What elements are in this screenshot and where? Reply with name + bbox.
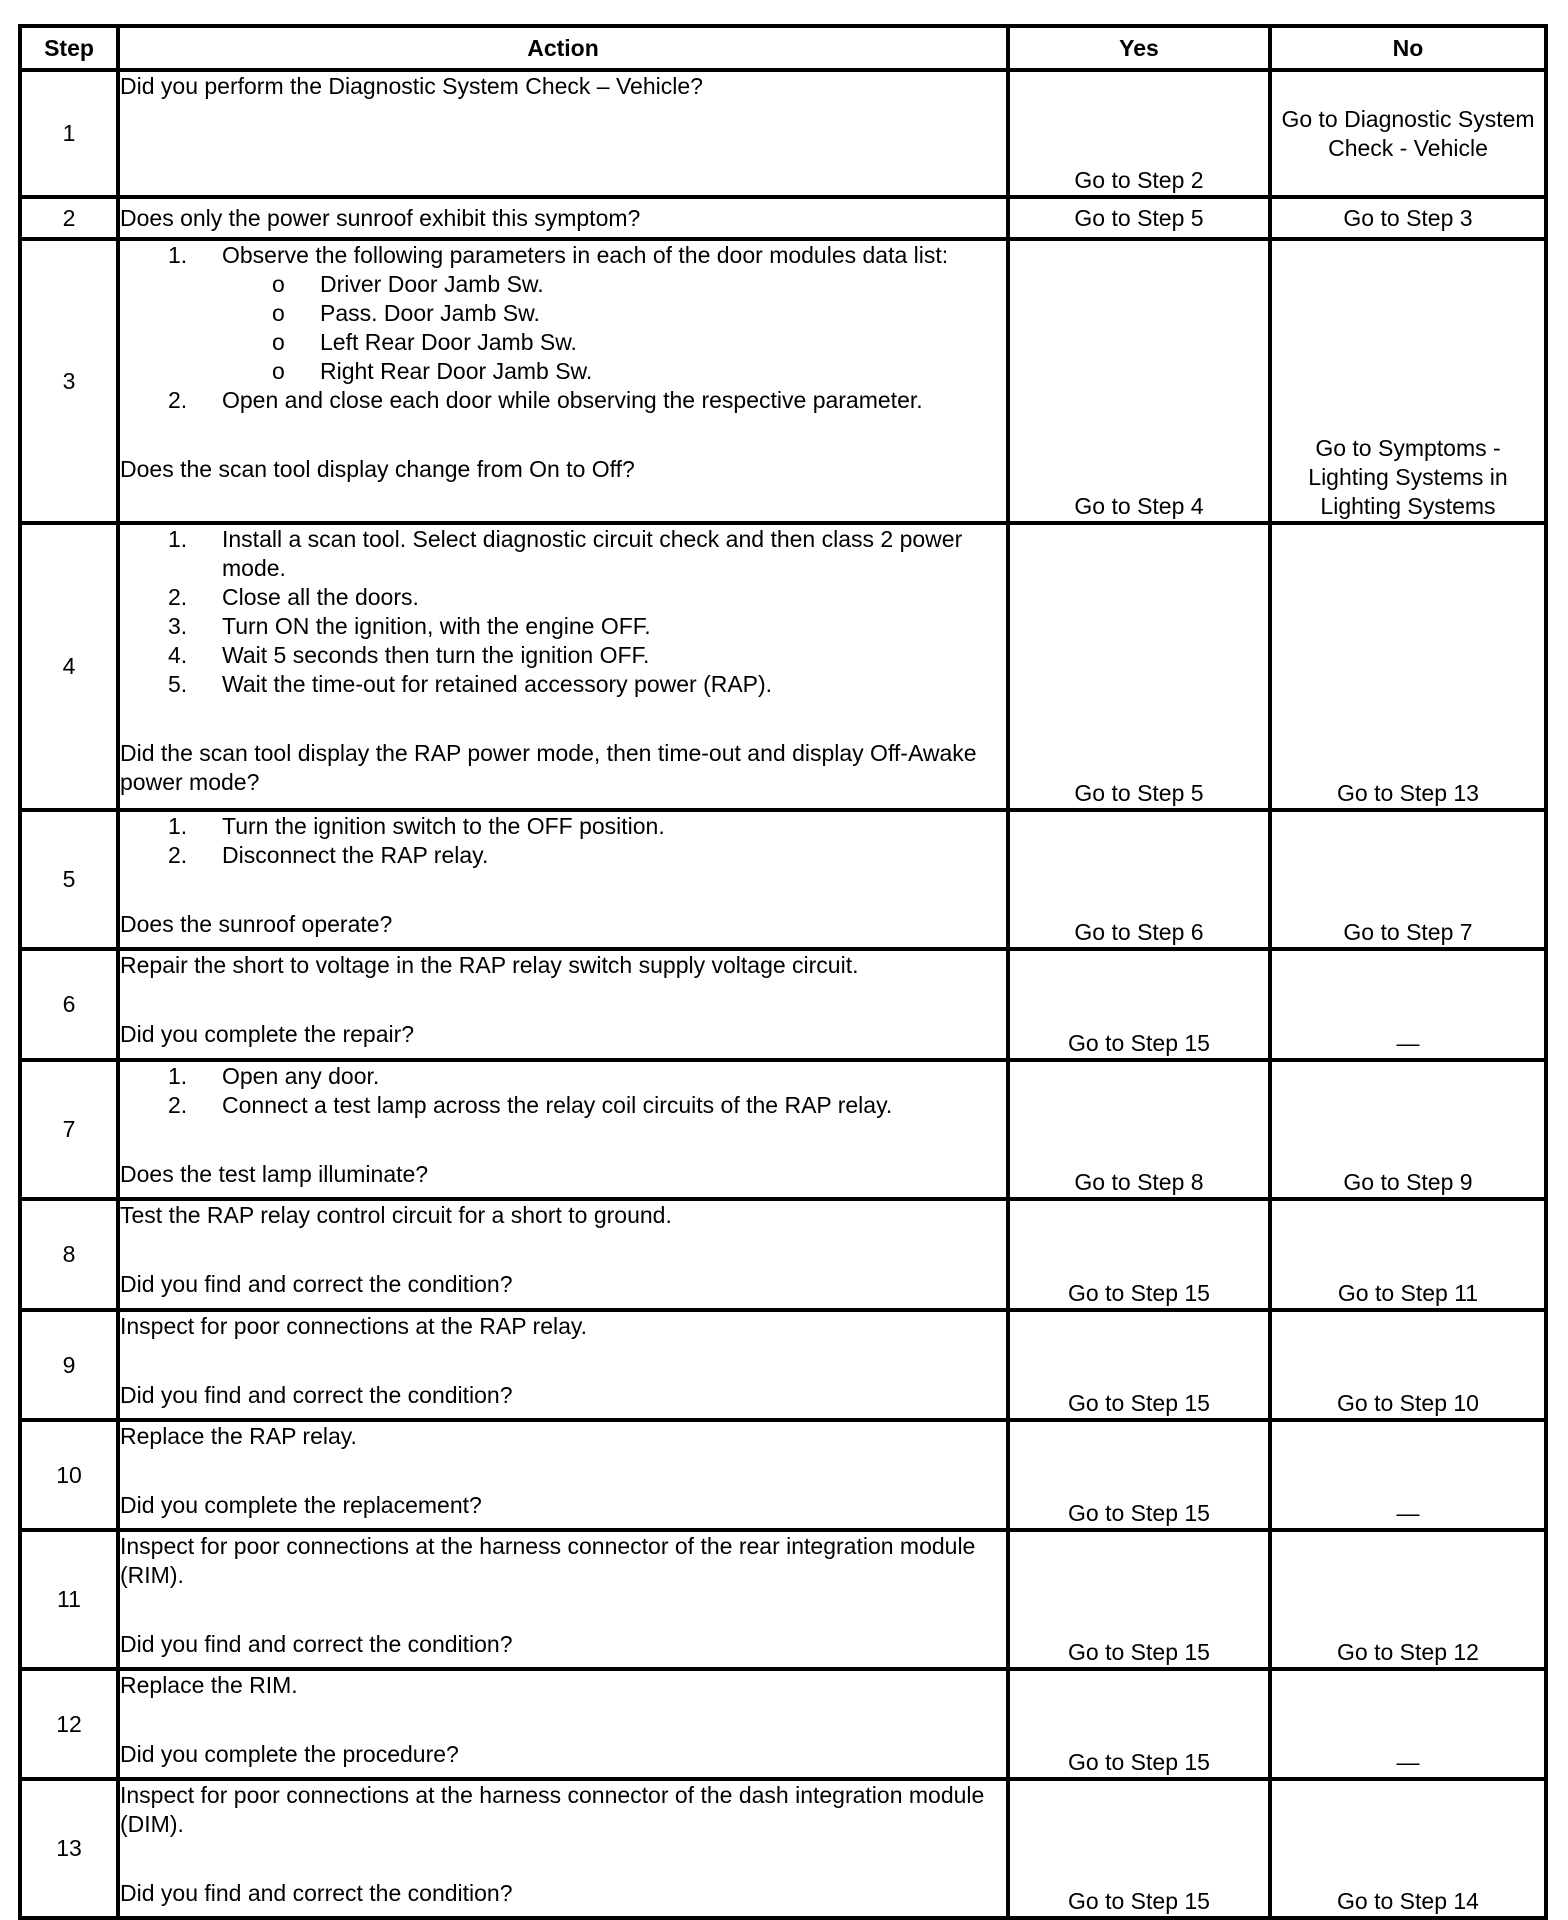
no-cell: — [1270,1669,1546,1779]
step-number: 2 [20,197,118,239]
step-number: 10 [20,1420,118,1530]
table-row [20,70,1546,197]
yes-cell: Go to Step 5 [1008,523,1270,810]
step-number: 5 [20,810,118,949]
header-step: Step [20,26,118,70]
step-number: 13 [20,1779,118,1918]
no-cell: Go to Step 9 [1270,1060,1546,1199]
bullet-icon: o [272,329,285,355]
item-number: 2. [168,387,188,413]
yes-cell: Go to Step 15 [1008,1420,1270,1530]
list-item [120,241,1006,270]
instruction-list [120,1062,1006,1120]
action-cell [118,810,1008,949]
item-text: Disconnect the RAP relay. [222,842,489,868]
action-instruction: Repair the short to voltage in the RAP relay switch supply voltage circuit. [120,952,859,978]
table-row [20,1530,1546,1669]
list-item [120,1091,1006,1120]
table-row [20,810,1546,949]
no-cell: Go to Symptoms - Lighting Systems in Lighting Systems [1270,239,1546,523]
action-question: Did you complete the procedure? [120,1741,459,1767]
action-instruction: Inspect for poor connections at the harness connector of the dash integration module (DIM). [120,1782,985,1837]
bullet-icon: o [272,358,285,384]
item-number: 2. [168,1092,188,1118]
list-item [120,299,1006,328]
item-number: 1. [168,1063,188,1089]
action-question: Did you find and correct the condition? [120,1880,513,1906]
bullet-icon: o [272,271,285,297]
action-cell [118,1420,1008,1530]
action-question: Does the test lamp illuminate? [120,1161,429,1187]
list-item [120,670,1006,699]
table-row [20,523,1546,810]
no-cell: Go to Step 14 [1270,1779,1546,1918]
yes-cell: Go to Step 2 [1008,70,1270,197]
table-row [20,239,1546,523]
no-cell: Go to Step 10 [1270,1310,1546,1420]
action-question: Did you find and correct the condition? [120,1271,513,1297]
item-text: Install a scan tool. Select diagnostic circuit check and then class 2 power mode. [222,526,963,581]
yes-cell: Go to Step 15 [1008,1310,1270,1420]
instruction-list [120,525,1006,699]
table-row [20,1060,1546,1199]
action-cell [118,949,1008,1060]
action-cell [118,1530,1008,1669]
action-instruction: Inspect for poor connections at the harness connector of the rear integration module (RIM). [120,1533,976,1588]
step-number: 1 [20,70,118,197]
no-cell: Go to Step 13 [1270,523,1546,810]
no-cell: Go to Step 3 [1270,197,1546,239]
action-cell [118,197,1008,239]
action-cell [118,1779,1008,1918]
table-row [20,1310,1546,1420]
action-cell [118,70,1008,197]
header-yes: Yes [1008,26,1270,70]
action-instruction: Replace the RAP relay. [120,1423,357,1449]
parameter-list [120,270,1006,386]
list-item [120,1062,1006,1091]
action-question: Did the scan tool display the RAP power mode, then time-out and display Off-Awake power mode? [120,740,977,795]
yes-cell: Go to Step 15 [1008,1669,1270,1779]
list-item [120,841,1006,870]
parameter-name: Right Rear Door Jamb Sw. [320,358,593,384]
list-item [120,525,1006,583]
yes-cell: Go to Step 5 [1008,197,1270,239]
yes-cell: Go to Step 15 [1008,949,1270,1060]
no-cell: — [1270,1420,1546,1530]
action-question: Does the sunroof operate? [120,911,393,937]
list-item [120,612,1006,641]
table-row [20,197,1546,239]
action-cell [118,239,1008,523]
action-instruction: Test the RAP relay control circuit for a short to ground. [120,1202,672,1228]
no-cell: — [1270,949,1546,1060]
step-number: 8 [20,1199,118,1310]
table-row [20,1420,1546,1530]
action-question: Did you perform the Diagnostic System Check – Vehicle? [120,73,703,99]
yes-cell: Go to Step 6 [1008,810,1270,949]
item-text: Turn the ignition switch to the OFF position. [222,813,665,839]
item-number: 1. [168,526,188,552]
instruction-list [120,812,1006,870]
item-text: Open any door. [222,1063,380,1089]
item-number: 1. [168,242,188,268]
item-number: 3. [168,613,188,639]
no-cell: Go to Step 12 [1270,1530,1546,1669]
table-row [20,949,1546,1060]
action-cell [118,1669,1008,1779]
yes-cell: Go to Step 15 [1008,1199,1270,1310]
list-item [120,357,1006,386]
item-number: 5. [168,671,188,697]
table-row [20,1199,1546,1310]
header-no: No [1270,26,1546,70]
diagnostic-table [18,24,1548,1920]
step-number: 12 [20,1669,118,1779]
no-cell: Go to Step 11 [1270,1199,1546,1310]
action-question: Did you find and correct the condition? [120,1382,513,1408]
parameter-name: Driver Door Jamb Sw. [320,271,544,297]
table-row [20,1669,1546,1779]
list-item [120,812,1006,841]
action-cell [118,1199,1008,1310]
step-number: 6 [20,949,118,1060]
action-cell [118,1310,1008,1420]
no-cell: Go to Diagnostic System Check - Vehicle [1270,70,1546,197]
action-question: Did you complete the repair? [120,1021,415,1047]
action-instruction: Inspect for poor connections at the RAP relay. [120,1313,588,1339]
list-item [120,641,1006,670]
item-text: Wait 5 seconds then turn the ignition OFF. [222,642,650,668]
no-cell: Go to Step 7 [1270,810,1546,949]
item-number: 1. [168,813,188,839]
yes-cell: Go to Step 8 [1008,1060,1270,1199]
action-question: Does the scan tool display change from On to Off? [120,456,635,482]
yes-cell: Go to Step 15 [1008,1779,1270,1918]
list-item [120,328,1006,357]
bullet-icon: o [272,300,285,326]
list-item [120,270,1006,299]
yes-cell: Go to Step 15 [1008,1530,1270,1669]
instruction-list [120,241,1006,270]
header-action: Action [118,26,1008,70]
action-cell [118,1060,1008,1199]
yes-cell: Go to Step 4 [1008,239,1270,523]
step-number: 9 [20,1310,118,1420]
step-number: 7 [20,1060,118,1199]
instruction-list [120,386,1006,415]
header-row [20,26,1546,70]
item-text: Turn ON the ignition, with the engine OFF. [222,613,651,639]
item-text: Observe the following parameters in each of the door modules data list: [222,242,949,268]
action-cell [118,523,1008,810]
item-text: Open and close each door while observing the respective parameter. [222,387,923,413]
item-text: Wait the time-out for retained accessory power (RAP). [222,671,773,697]
action-question: Does only the power sunroof exhibit this symptom? [120,204,641,231]
step-number: 4 [20,523,118,810]
action-question: Did you find and correct the condition? [120,1631,513,1657]
list-item [120,386,1006,415]
parameter-name: Left Rear Door Jamb Sw. [320,329,577,355]
item-number: 2. [168,842,188,868]
item-text: Close all the doors. [222,584,419,610]
parameter-name: Pass. Door Jamb Sw. [320,300,540,326]
action-instruction: Replace the RIM. [120,1672,298,1698]
table-row [20,1779,1546,1918]
item-number: 4. [168,642,188,668]
step-number: 3 [20,239,118,523]
action-question: Did you complete the replacement? [120,1492,482,1518]
step-number: 11 [20,1530,118,1669]
item-number: 2. [168,584,188,610]
item-text: Connect a test lamp across the relay coil circuits of the RAP relay. [222,1092,893,1118]
list-item [120,583,1006,612]
